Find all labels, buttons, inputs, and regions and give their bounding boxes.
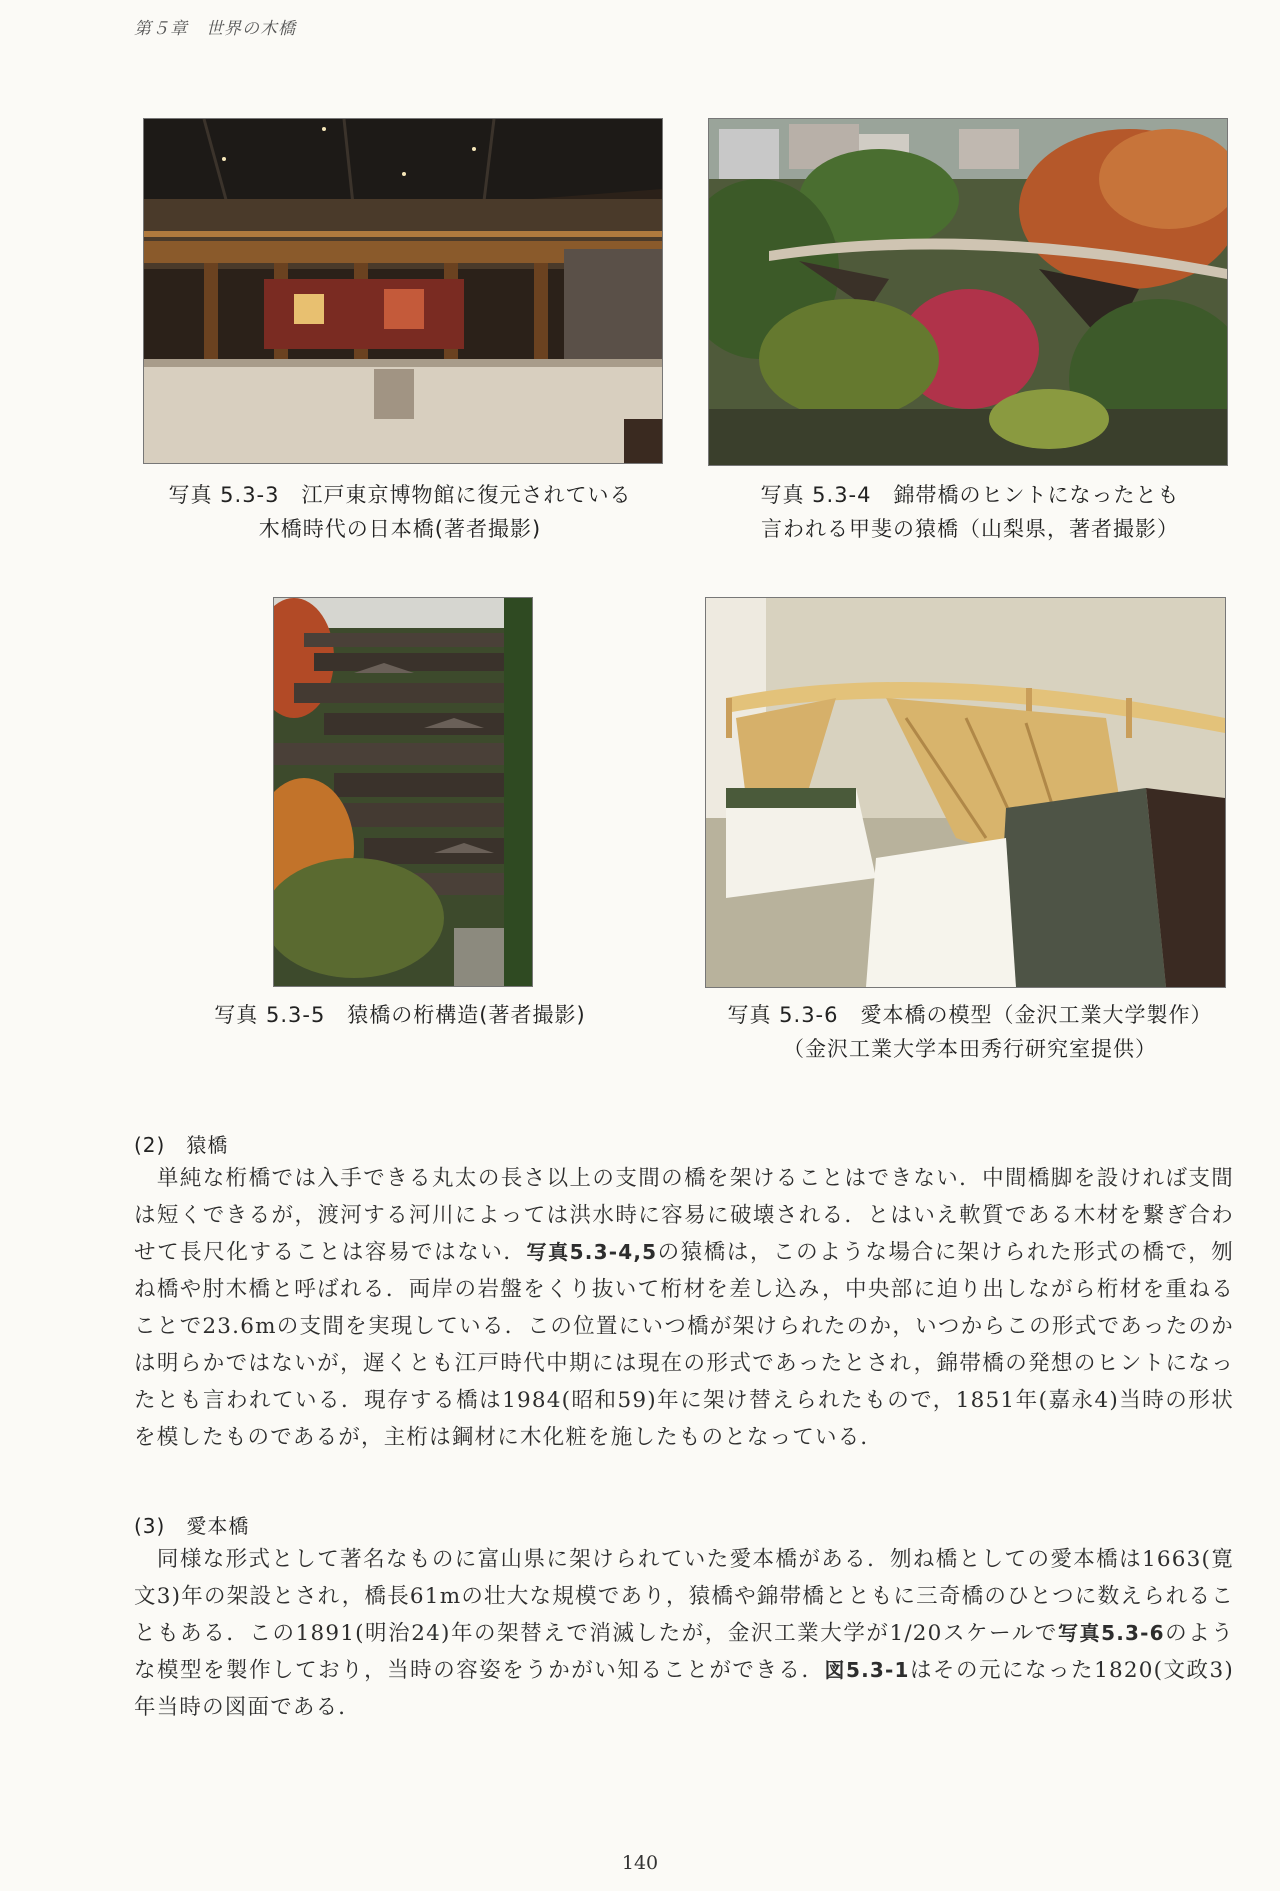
caption-photo-5-3-6 — [690, 998, 1250, 1066]
photo-reference: 写真5.3-6 — [1057, 1621, 1165, 1645]
caption-line: 言われる甲斐の猿橋（山梨県，著者撮影） — [761, 517, 1179, 541]
caption-line: 写真 5.3-4 錦帯橋のヒントになったとも — [760, 483, 1180, 507]
caption-line: 写真 5.3-6 愛本橋の模型（金沢工業大学製作） — [727, 1003, 1213, 1027]
caption-line: 木橋時代の日本橋(著者撮影) — [258, 517, 542, 541]
caption-line: （金沢工業大学本田秀行研究室提供） — [783, 1037, 1157, 1061]
paragraph-aimoto — [134, 1541, 1234, 1726]
paragraph-text: 同様な形式として著名なものに富山県に架けられていた愛本橋がある．刎ね橋としての愛本橋は1663(寛文3)年の架設とされ，橋長61mの壮大な規模であり，猿橋や錦帯橋とともに三奇橋のひとつに数えられることもある．この1891(明治24)年の架替えで消滅したが，金沢工業大学が1/20スケールで — [134, 1547, 1234, 1646]
photo-reference: 写真5.3-4,5 — [526, 1240, 658, 1264]
paragraph-text: 単純な桁橋では入手できる丸太の長さ以上の支間の橋を架けることはできない．中間橋脚を設ければ支間は短くできるが，渡河する河川によっては洪水時に容易に破壊される．とはいえ軟質である木材を繋ぎ合わせて長尺化することは容易ではない． — [134, 1166, 1234, 1265]
section-heading-aimoto: (3) 愛本橋 — [134, 1514, 250, 1538]
caption-photo-5-3-5 — [180, 998, 620, 1032]
photo-nihonbashi-museum — [143, 118, 663, 464]
photo-saruhashi-girders — [273, 597, 533, 987]
paragraph-text: のような模型を製作しており，当時の容姿をうかがい知ることができる． — [134, 1621, 1234, 1683]
paragraph-saruhashi — [134, 1160, 1234, 1456]
photo-saruhashi-autumn — [708, 118, 1228, 466]
page-number: 140 — [621, 1852, 659, 1874]
caption-photo-5-3-3 — [120, 478, 680, 546]
caption-photo-5-3-4 — [700, 478, 1240, 546]
photo-aimoto-model — [705, 597, 1226, 988]
running-header: 第５章 世界の木橋 — [134, 19, 296, 39]
paragraph-text: の猿橋は，このような場合に架けられた形式の橋で，刎ね橋や肘木橋と呼ばれる．両岸の岩盤をくり抜いて桁材を差し込み，中央部に迫り出しながら桁材を重ねることで23.6mの支間を実現している．この位置にいつ橋が架けられたのか，いつからこの形式であったのかは明らかではないが，遅くとも江戸時代中期には現在の形式であったとされ，錦帯橋の発想のヒントになったとも言われている．現存する橋は1984(昭和59)年に架け替えられたもので，1851年(嘉永4)当時の形状を模したものであるが，主桁は鋼材に木化粧を施したものとなっている． — [134, 1240, 1235, 1450]
figure-reference: 図5.3-1 — [824, 1658, 910, 1682]
paragraph-text: はその元になった1820(文政3)年当時の図面である． — [134, 1658, 1234, 1720]
section-heading-saruhashi: (2) 猿橋 — [134, 1133, 229, 1157]
caption-line: 写真 5.3-3 江戸東京博物館に復元されている — [168, 483, 632, 507]
caption-line: 写真 5.3-5 猿橋の桁構造(著者撮影) — [214, 1003, 586, 1027]
